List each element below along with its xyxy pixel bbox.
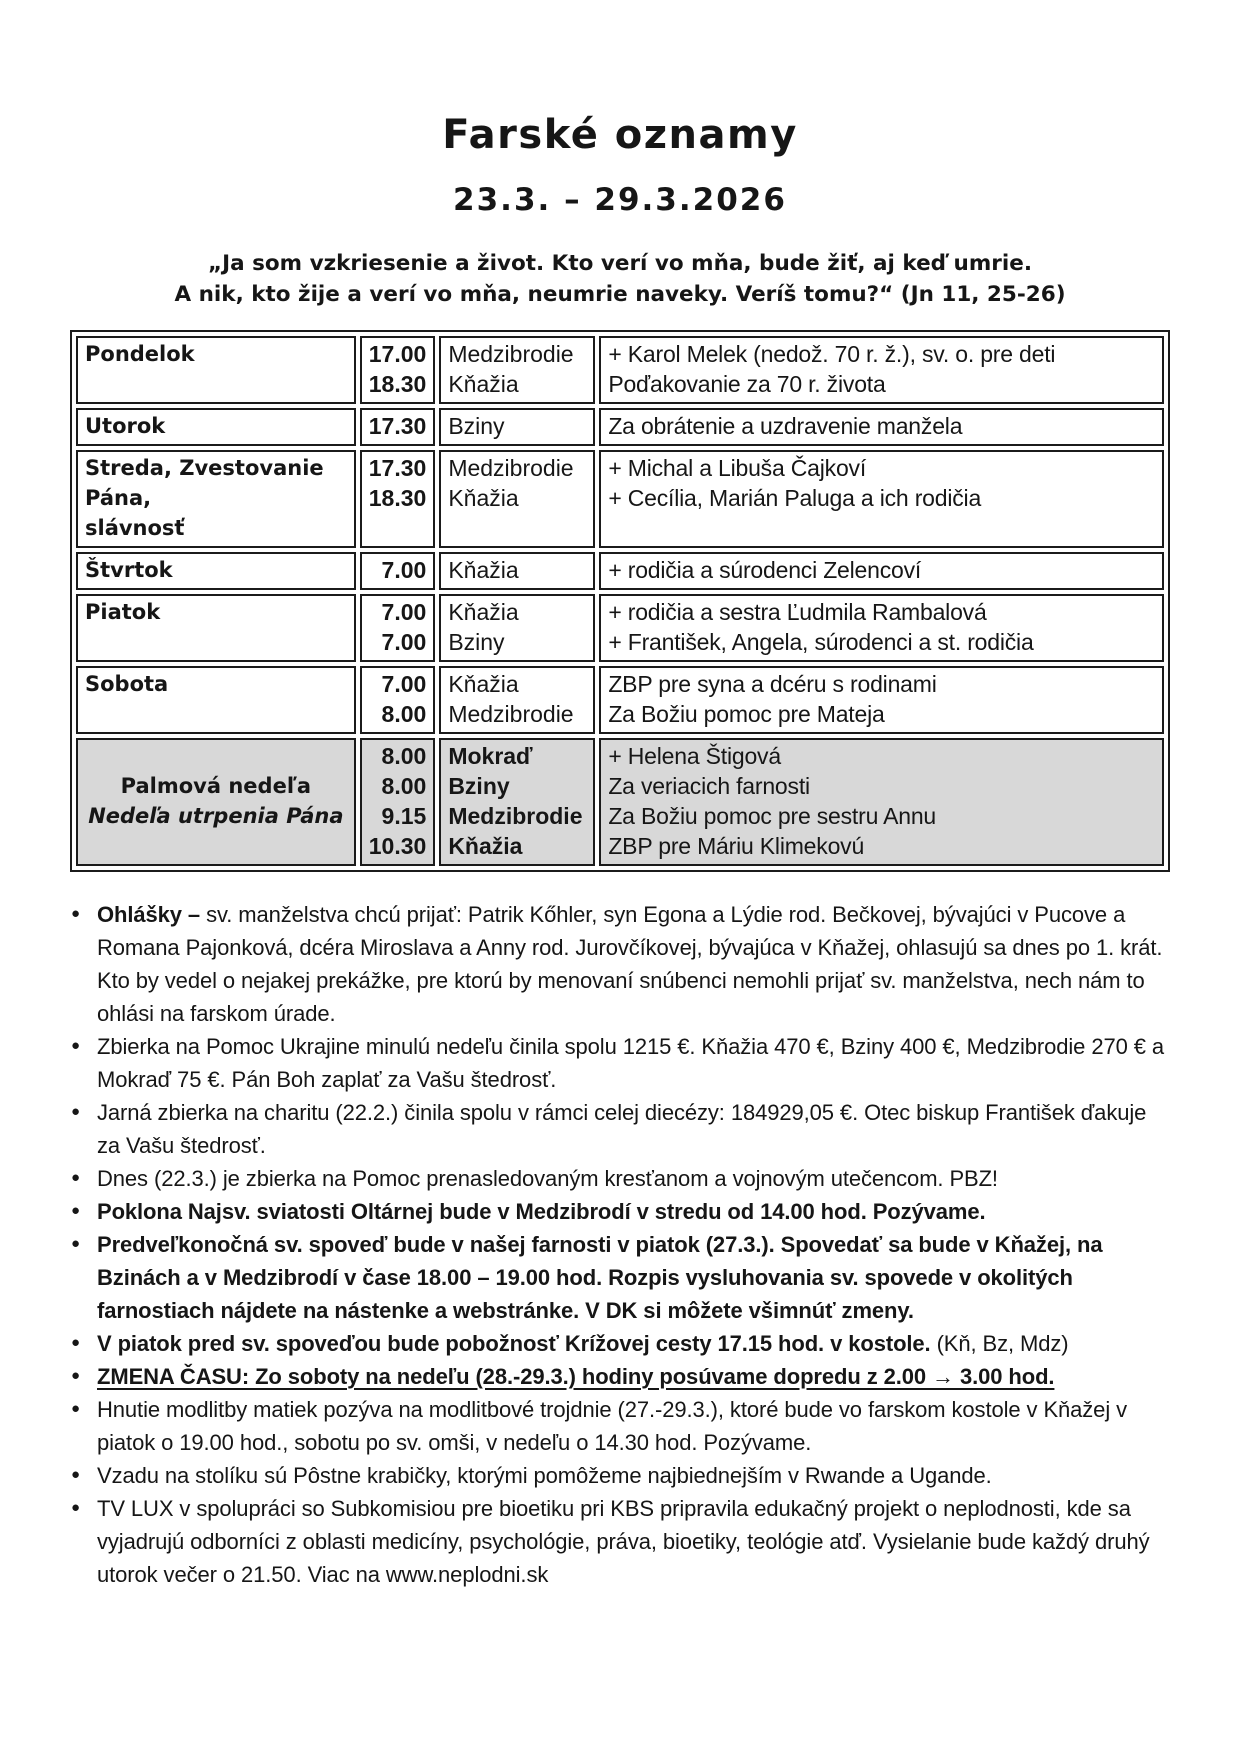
day-name: Palmová nedeľa <box>120 774 312 798</box>
table-row-monday <box>76 336 1164 404</box>
time-cell: 7.00 <box>360 552 436 590</box>
place-cell: Kňažia Bziny <box>439 594 595 662</box>
table-row-tuesday <box>76 408 1164 446</box>
list-item-lenten-boxes: ● Vzadu na stolíku sú Pôstne krabičky, ktorými pomôžeme najbiednejším v Rwande a Ugande. <box>70 1459 1170 1492</box>
list-item-todays-collection: ● Dnes (22.3.) je zbierka na Pomoc prenasledovaným kresťanom a vojnovým utečencom. PBZ! <box>70 1162 1170 1195</box>
intention-cell: + Michal a Libuša Čajkoví + Cecília, Marián Paluga a ich rodičia <box>599 450 1164 548</box>
intention-cell: ZBP pre syna a dcéru s rodinami Za Božiu pomoc pre Mateja <box>599 666 1164 734</box>
day-cell <box>76 336 356 404</box>
announcement-suffix: (Kň, Bz, Mdz) <box>930 1331 1069 1356</box>
date-range: 23.3. – 29.3.2026 <box>453 182 787 218</box>
time-cell: 7.00 8.00 <box>360 666 436 734</box>
table-row-saturday <box>76 666 1164 734</box>
list-item-tv-lux: ● TV LUX v spolupráci so Subkomisiou pre bioetiku pri KBS pripravila edukačný projekt o neplodnosti, kde sa vyjadrujú odborníci z oblasti medicíny, psychológie, práva, bioetiky, teológie atď. Vysielanie bude každý druhý utorok večer o 21.50. Viac na www.neplodni.sk <box>70 1492 1170 1591</box>
intention-cell: + Karol Melek (nedož. 70 r. ž.), sv. o. pre deti Poďakovanie za 70 r. života <box>599 336 1164 404</box>
time-cell: 8.00 8.00 9.15 10.30 <box>360 738 436 866</box>
table-row-wednesday <box>76 450 1164 548</box>
place-cell: Medzibrodie Kňažia <box>439 450 595 548</box>
list-item-way-of-cross: ● V piatok pred sv. spoveďou bude pobožnosť Krížovej cesty 17.15 hod. v kostole. (Kň, Bz, Mdz) <box>70 1327 1170 1360</box>
table-row-friday <box>76 594 1164 662</box>
place-cell: Medzibrodie Kňažia <box>439 336 595 404</box>
day-cell <box>76 450 356 548</box>
day-name-line2: slávnosť <box>85 516 185 540</box>
place-cell: Kňažia <box>439 552 595 590</box>
page-title: Farské oznamy <box>442 112 798 158</box>
time-cell: 17.30 <box>360 408 436 446</box>
place-cell: Bziny <box>439 408 595 446</box>
list-item-ukraine-collection: ● Zbierka na Pomoc Ukrajine minulú nedeľu činila spolu 1215 €. Kňažia 470 €, Bziny 400 €, Medzibrodie 270 € a Mokraď 75 €. Pán Boh zaplať za Vašu štedrosť. <box>70 1030 1170 1096</box>
intention-cell: Za obrátenie a uzdravenie manžela <box>599 408 1164 446</box>
day-name: Piatok <box>85 600 161 624</box>
time-cell: 17.00 18.30 <box>360 336 436 404</box>
day-cell <box>76 594 356 662</box>
quote-line-1: „Ja som vzkriesenie a život. Kto verí vo mňa, bude žiť, aj keď umrie. <box>207 251 1032 276</box>
list-item-confession: ● Predveľkonočná sv. spoveď bude v našej farnosti v piatok (27.3.). Spovedať sa bude v Kňažej, na Bzinách a v Medzibrodí v čase 18.00 – 19.00 hod. Rozpis vysluhovania sv. spovede v okolitých farnostiach nájdete na nástenke a webstránke. V DK si môžete všimnúť zmeny. <box>70 1228 1170 1327</box>
time-cell: 17.30 18.30 <box>360 450 436 548</box>
table-row-palm-sunday <box>76 738 1164 866</box>
day-cell <box>76 408 356 446</box>
intention-cell: + Helena Štigová Za veriacich farnosti Za Božiu pomoc pre sestru Annu ZBP pre Máriu Klimekovú <box>599 738 1164 866</box>
day-name: Sobota <box>85 672 169 696</box>
place-cell: Mokraď Bziny Medzibrodie Kňažia <box>439 738 595 866</box>
intention-cell: + rodičia a súrodenci Zelencoví <box>599 552 1164 590</box>
list-item-mothers-prayers: ● Hnutie modlitby matiek pozýva na modlitbové trojdnie (27.-29.3.), ktoré bude vo farskom kostole v Kňažej v piatok o 19.00 hod., sobotu po sv. omši, v nedeľu o 14.30 hod. Pozývame. <box>70 1393 1170 1459</box>
announcement-lead: Ohlášky – <box>97 902 207 927</box>
mass-schedule-table <box>70 330 1170 872</box>
day-cell <box>76 666 356 734</box>
day-name-line2: Nedeľa utrpenia Pána <box>88 804 344 828</box>
announcements-list <box>70 898 1170 1591</box>
day-name: Utorok <box>85 414 166 438</box>
list-item-time-change: ● ZMENA ČASU: Zo soboty na nedeľu (28.-29.3.) hodiny posúvame dopredu z 2.00 → 3.00 hod. <box>70 1360 1170 1393</box>
list-item-adoration: ● Poklona Najsv. sviatosti Oltárnej bude v Medzibrodí v stredu od 14.00 hod. Pozývame. <box>70 1195 1170 1228</box>
table-row-thursday <box>76 552 1164 590</box>
intention-cell: + rodičia a sestra Ľudmila Rambalová + František, Angela, súrodenci a st. rodičia <box>599 594 1164 662</box>
list-item-charity-collection: ● Jarná zbierka na charitu (22.2.) činila spolu v rámci celej diecézy: 184929,05 €. Otec biskup František ďakuje za Vašu štedrosť. <box>70 1096 1170 1162</box>
day-cell <box>76 738 356 866</box>
place-cell: Kňažia Medzibrodie <box>439 666 595 734</box>
scripture-quote <box>70 248 1170 310</box>
time-cell: 7.00 7.00 <box>360 594 436 662</box>
quote-line-2: A nik, kto žije a verí vo mňa, neumrie naveky. Veríš tomu?“ (Jn 11, 25-26) <box>174 282 1066 307</box>
list-item-banns: ● Ohlášky – sv. manželstva chcú prijať: Patrik Kőhler, syn Egona a Lýdie rod. Bečkovej, bývajúci v Pucove a Romana Pajonková, dcéra Miroslava a Anny rod. Jurovčíkovej, bývajúca v Kňažej, ohlasujú sa dnes po 1. krát. Kto by vedel o nejakej prekážke, pre ktorú by menovaní snúbenci nemohli prijať sv. manželstva, nech nám to ohlási na farskom úrade. <box>70 898 1170 1030</box>
day-cell <box>76 552 356 590</box>
day-name: Streda, Zvestovanie Pána, <box>85 456 324 510</box>
day-name: Štvrtok <box>85 558 173 582</box>
day-name: Pondelok <box>85 342 195 366</box>
